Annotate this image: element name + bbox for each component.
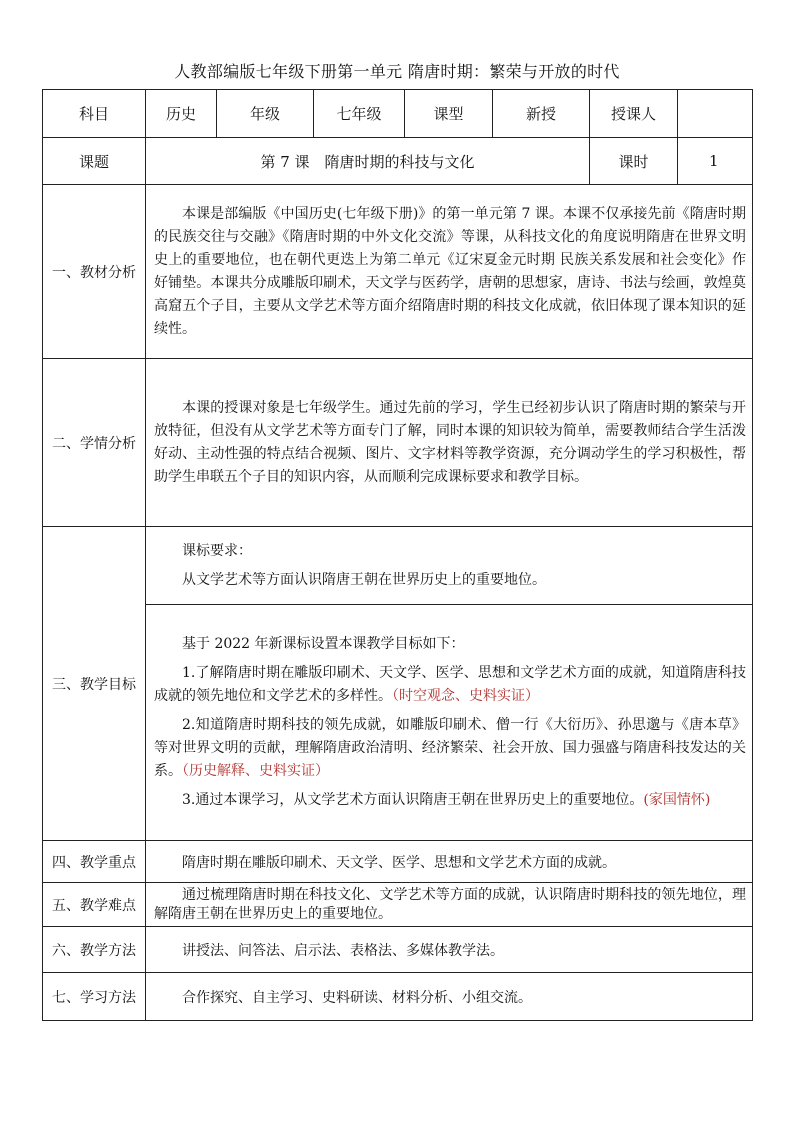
section-difficulties bbox=[43, 883, 753, 927]
section-students bbox=[43, 359, 753, 527]
subject-label: 科目 bbox=[43, 90, 146, 138]
student-analysis-text: 本课的授课对象是七年级学生。通过先前的学习，学生已经初步认识了隋唐时期的繁荣与开放特征，但没有从文学艺术等方面专门了解，同时本课的知识较为简单，需要教师结合学生活泼好动、主动性强的特点结合视频、图片、文字材料等教学资源，充分调动学生的学习积极性，帮助学生串联五个子目的知识内容，从而顺利完成课标要求和教学目标。 bbox=[154, 399, 746, 485]
topic-value: 第 7 课 隋唐时期的科技与文化 bbox=[146, 138, 590, 185]
section-goals-standard bbox=[43, 527, 753, 605]
textbook-analysis-text: 本课是部编版《中国历史(七年级下册)》的第一单元第 7 课。本课不仅承接先前《隋唐时期的民族交往与交融》《隋唐时期的中外文化交流》等课，从科技文化的角度说明隋唐在世界文明史上的重要地位，也在朝代更迭上为第二单元《辽宋夏金元时期 民族关系发展和社会变化》作好铺垫。本课共分成雕版印刷术，天文学与医药学，唐朝的思想家，唐诗、书法与绘画，敦煌莫高窟五个子目，主要从文学艺术等方面介绍隋唐时期的科技文化成就，依旧体现了课本知识的延续性。 bbox=[154, 205, 746, 337]
teacher-value bbox=[678, 90, 753, 138]
goal-literacy-tag: （时空观念、史料实证） bbox=[392, 688, 539, 704]
topic-label: 课题 bbox=[43, 138, 146, 185]
goals-intro: 基于 2022 年新课标设置本课教学目标如下： bbox=[182, 636, 465, 652]
goal-literacy-tag: （历史解释、史料实证） bbox=[182, 763, 329, 779]
goal-literacy-tag: (家国情怀) bbox=[643, 792, 711, 808]
standard-heading: 课标要求： bbox=[182, 542, 252, 559]
topic-row bbox=[43, 138, 753, 185]
section-label: 五、教学难点 bbox=[43, 883, 146, 927]
key-points-text: 隋唐时期在雕版印刷术、天文学、医学、思想和文学艺术方面的成就。 bbox=[182, 854, 616, 871]
section-label: 一、教材分析 bbox=[43, 185, 146, 359]
teacher-label: 授课人 bbox=[590, 90, 678, 138]
goal-text: 3.通过本课学习，从文学艺术方面认识隋唐王朝在世界历史上的重要地位。 bbox=[182, 792, 644, 808]
standard-text: 从文学艺术等方面认识隋唐王朝在世界历史上的重要地位。 bbox=[182, 571, 546, 588]
section-label: 四、教学重点 bbox=[43, 841, 146, 883]
goal-text: 1.了解隋唐时期在雕版印刷术、天文学、医学、思想和文学艺术方面的成就，知道隋唐科技成就的领先地位和文学艺术的多样性。 bbox=[154, 665, 746, 704]
section-label: 二、学情分析 bbox=[43, 359, 146, 527]
type-label: 课型 bbox=[405, 90, 493, 138]
hours-label: 课时 bbox=[590, 138, 678, 185]
difficulties-text: 通过梳理隋唐时期在科技文化、文学艺术等方面的成就，认识隋唐时期科技的领先地位，理解隋唐王朝在世界历史上的重要地位。 bbox=[154, 886, 746, 922]
goal-item bbox=[146, 714, 752, 783]
grade-label: 年级 bbox=[217, 90, 314, 138]
grade-value: 七年级 bbox=[314, 90, 405, 138]
section-label: 七、学习方法 bbox=[43, 973, 146, 1021]
type-value: 新授 bbox=[493, 90, 590, 138]
section-label: 六、教学方法 bbox=[43, 927, 146, 973]
lesson-plan-table bbox=[42, 89, 753, 1021]
section-label: 三、教学目标 bbox=[43, 527, 146, 841]
section-teaching-methods bbox=[43, 927, 753, 973]
goal-item bbox=[146, 662, 752, 708]
learning-methods-text: 合作探究、自主学习、史料研读、材料分析、小组交流。 bbox=[182, 989, 532, 1006]
subject-value: 历史 bbox=[146, 90, 217, 138]
section-textbook bbox=[43, 185, 753, 359]
goal-text: 2.知道隋唐时期科技的领先成就，如雕版印刷术、僧一行《大衍历》、孙思邈与《唐本草》等对世界文明的贡献，理解隋唐政治清明、经济繁荣、社会开放、国力强盛与隋唐科技发达的关系。 bbox=[154, 717, 746, 779]
hours-value: 1 bbox=[678, 138, 753, 185]
section-goals-list bbox=[43, 605, 753, 841]
teaching-methods-text: 讲授法、问答法、启示法、表格法、多媒体教学法。 bbox=[182, 942, 504, 959]
section-key-points bbox=[43, 841, 753, 883]
goal-item bbox=[146, 789, 752, 812]
header-row bbox=[43, 90, 753, 138]
document-title: 人教部编版七年级下册第一单元 隋唐时期：繁荣与开放的时代 bbox=[174, 62, 620, 81]
section-learning-methods bbox=[43, 973, 753, 1021]
